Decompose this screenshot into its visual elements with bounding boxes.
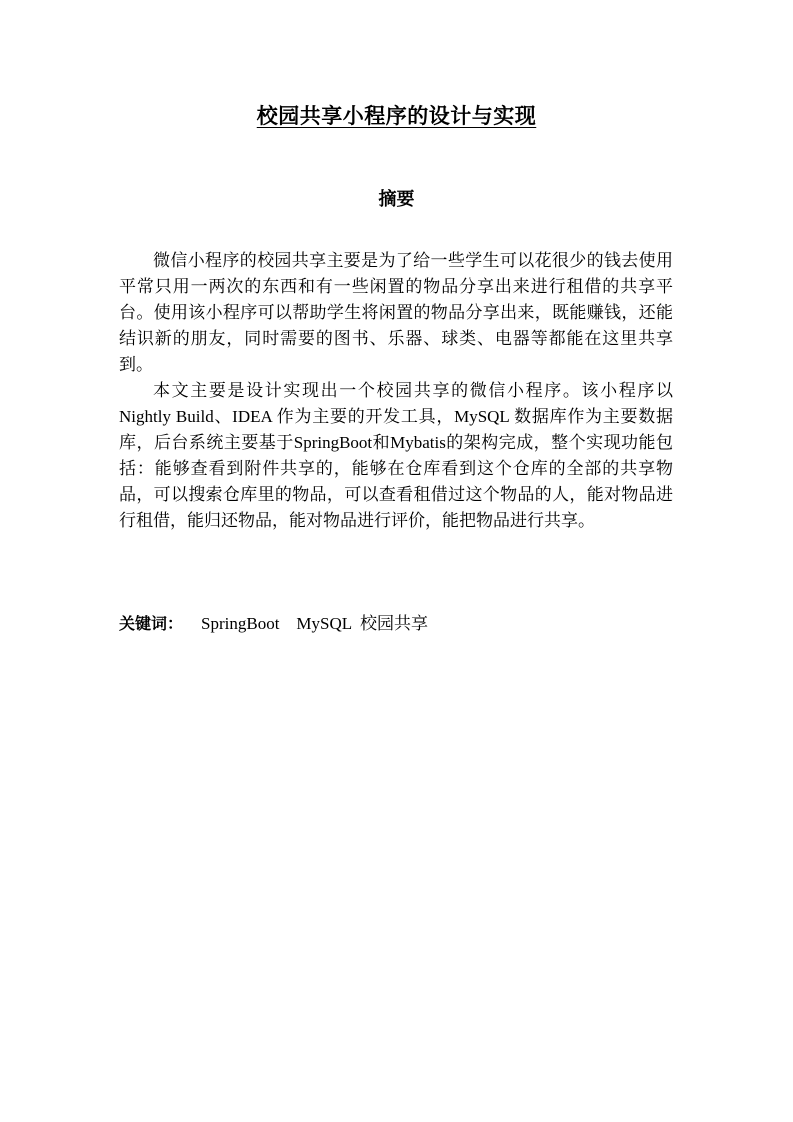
document-title: 校园共享小程序的设计与实现 — [256, 104, 537, 128]
abstract-paragraph-2: 本文主要是设计实现出一个校园共享的微信小程序。该小程序以Nightly Build、IDEA 作为主要的开发工具，MySQL 数据库作为主要数据库，后台系统主要基于SpringBoot和Mybatis的架构完成，整个实现功能包括：能够查看到附件共享的，能够在仓库看到这个仓库的全部的共享物品，可以搜索仓库里的物品，可以查看租借过这个物品的人，能对物品进行租借，能归还物品，能对物品进行评价，能把物品进行共享。 — [119, 381, 673, 530]
abstract-body — [119, 248, 673, 534]
keywords-value: SpringBoot MySQL 校园共享 — [201, 614, 429, 633]
keywords-line — [119, 611, 673, 637]
abstract-heading: 摘要 — [378, 189, 415, 210]
keywords-label: 关键词： — [119, 614, 184, 633]
abstract-paragraph-1: 微信小程序的校园共享主要是为了给一些学生可以花很少的钱去使用平常只用一两次的东西和有一些闲置的物品分享出来进行租借的共享平台。使用该小程序可以帮助学生将闲置的物品分享出来，既能赚钱，还能结识新的朋友，同时需要的图书、乐器、球类、电器等都能在这里共享到。 — [119, 251, 673, 374]
